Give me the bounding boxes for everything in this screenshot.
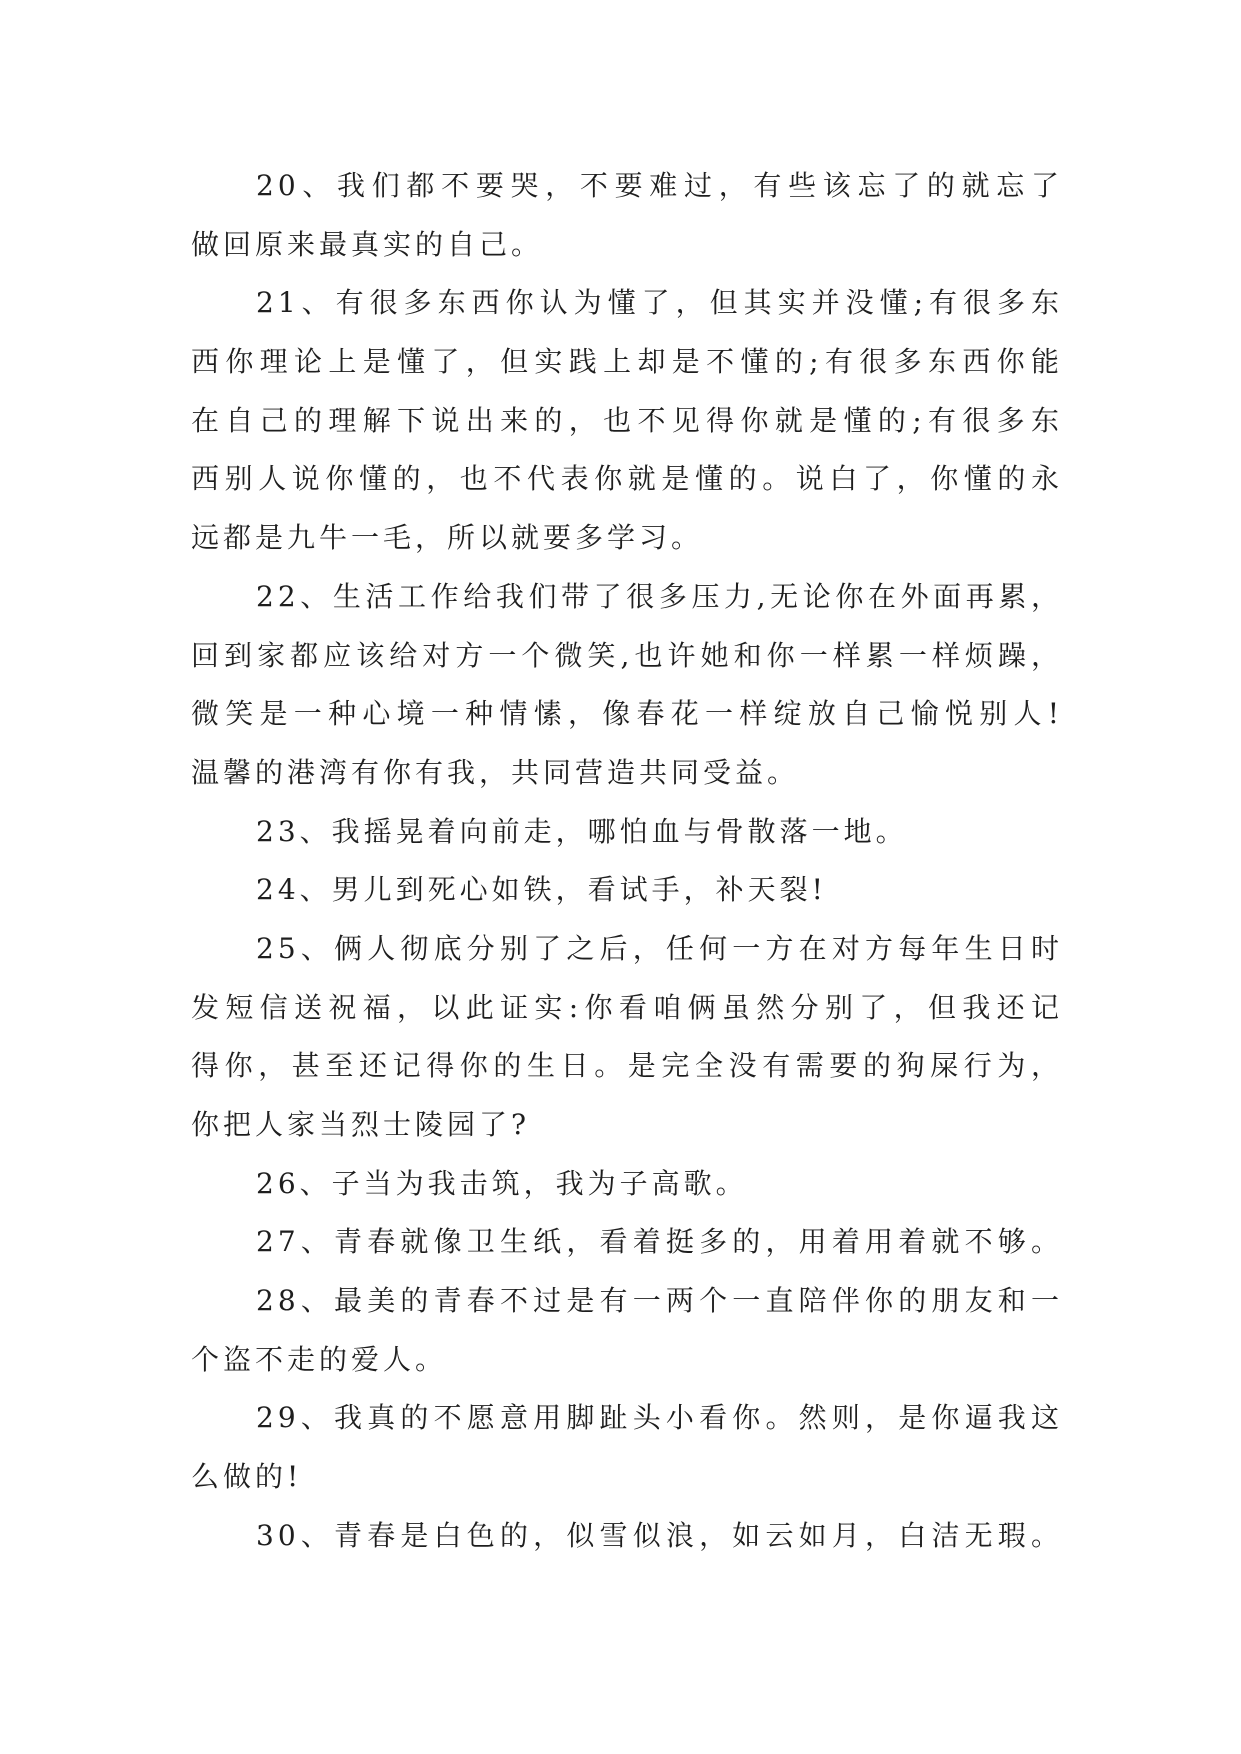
paragraph-23	[191, 803, 1063, 862]
paragraph-22-line-4: 温馨的港湾有你有我，共同营造共同受益。	[191, 755, 800, 789]
paragraph-26	[191, 1155, 1063, 1214]
paragraph-22-line-2: 回到家都应该给对方一个微笑,也许她和你一样累一样烦躁，	[191, 638, 1063, 672]
paragraph-21-line-4: 西别人说你懂的，也不代表你就是懂的。说白了，你懂的永	[191, 462, 1063, 496]
paragraph-21-line-3: 在自己的理解下说出来的，也不见得你就是懂的;有很多东	[191, 403, 1063, 437]
paragraph-20-line-2: 做回原来最真实的自己。	[191, 227, 544, 261]
document-body	[191, 157, 1063, 1566]
paragraph-21	[191, 274, 1063, 567]
paragraph-25-line-1: 25、俩人彻底分别了之后，任何一方在对方每年生日时	[256, 931, 1063, 965]
paragraph-28-line-2: 个盗不走的爱人。	[191, 1342, 448, 1376]
paragraph-28-line-1: 28、最美的青春不过是有一两个一直陪伴你的朋友和一	[256, 1284, 1063, 1318]
paragraph-20	[191, 157, 1063, 274]
paragraph-21-line-2: 西你理论上是懂了，但实践上却是不懂的;有很多东西你能	[191, 345, 1063, 379]
paragraph-23-line-1: 23、我摇晃着向前走，哪怕血与骨散落一地。	[256, 814, 908, 848]
paragraph-25	[191, 920, 1063, 1155]
paragraph-30	[191, 1507, 1063, 1566]
paragraph-22-line-3: 微笑是一种心境一种情愫，像春花一样绽放自己愉悦别人!	[191, 697, 1063, 731]
paragraph-24-line-1: 24、男儿到死心如铁，看试手，补天裂!	[256, 873, 827, 907]
paragraph-26-line-1: 26、子当为我击筑，我为子高歌。	[256, 1166, 748, 1200]
paragraph-30-line-1: 30、青春是白色的，似雪似浪，如云如月，白洁无瑕。	[256, 1518, 1063, 1552]
paragraph-21-line-5: 远都是九牛一毛，所以就要多学习。	[191, 521, 704, 555]
paragraph-22-line-1: 22、生活工作给我们带了很多压力,无论你在外面再累，	[256, 579, 1063, 613]
paragraph-25-line-4: 你把人家当烈士陵园了?	[191, 1108, 531, 1141]
paragraph-20-line-1: 20、我们都不要哭，不要难过，有些该忘了的就忘了	[256, 169, 1063, 202]
paragraph-27	[191, 1213, 1063, 1272]
paragraph-24	[191, 861, 1063, 920]
paragraph-25-line-2: 发短信送祝福，以此证实:你看咱俩虽然分别了，但我还记	[191, 990, 1063, 1024]
paragraph-25-line-3: 得你，甚至还记得你的生日。是完全没有需要的狗屎行为，	[191, 1049, 1063, 1083]
paragraph-22	[191, 568, 1063, 803]
paragraph-29-line-2: 么做的!	[191, 1460, 303, 1494]
paragraph-21-line-1: 21、有很多东西你认为懂了，但其实并没懂;有很多东	[256, 286, 1063, 320]
paragraph-29	[191, 1389, 1063, 1506]
paragraph-27-line-1: 27、青春就像卫生纸，看着挺多的，用着用着就不够。	[256, 1225, 1063, 1259]
paragraph-29-line-1: 29、我真的不愿意用脚趾头小看你。然则，是你逼我这	[256, 1401, 1063, 1435]
paragraph-28	[191, 1272, 1063, 1389]
